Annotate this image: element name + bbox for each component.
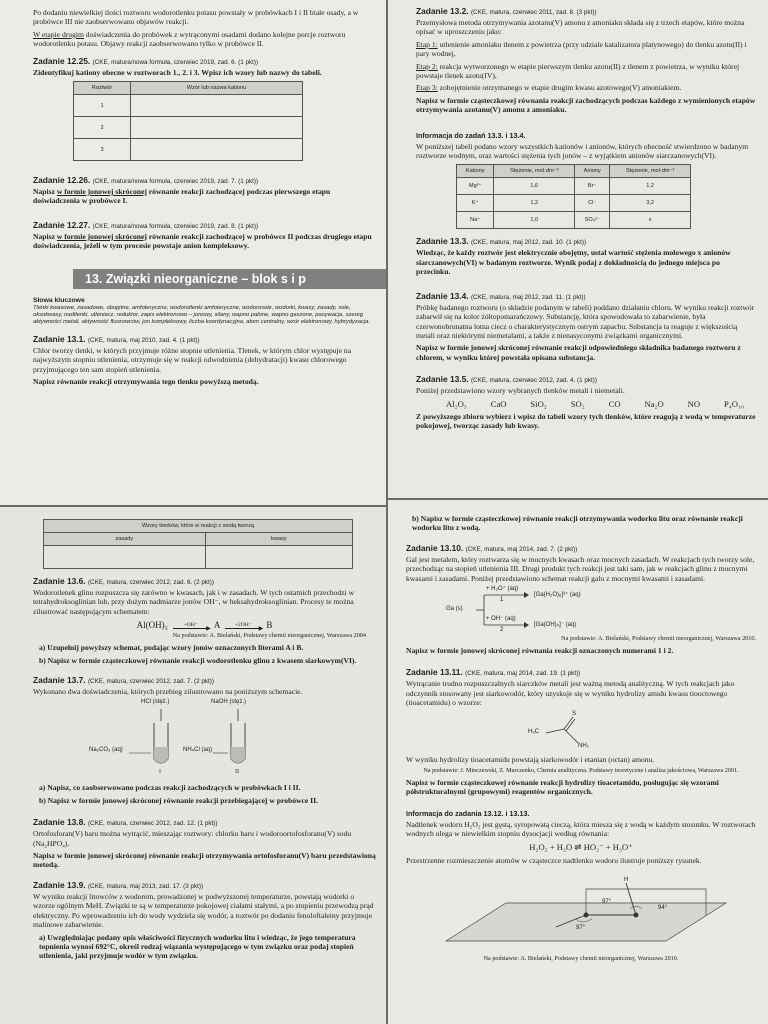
gallium-scheme xyxy=(406,587,756,633)
angle-label: 97° xyxy=(602,899,612,906)
stage-label: Etap 2: xyxy=(416,61,438,71)
task-header xyxy=(33,220,374,230)
reaction-number: 2 xyxy=(500,627,504,634)
task-meta: (CKE, matura, czerwiec 2011, zad. 8. (3 pkt)) xyxy=(470,9,597,16)
atom-label: H xyxy=(624,877,629,884)
task-command: Napisz równanie reakcji otrzymywania tego tlenku powyższą metodą. xyxy=(33,377,259,387)
oxide-formula: CaO xyxy=(490,398,507,409)
arrow-label: +OH⁻ xyxy=(183,621,198,628)
info-header: Informacja do zadania 13.12. i 13.13. xyxy=(406,808,530,818)
answer-cell[interactable] xyxy=(131,139,303,161)
table-row xyxy=(74,117,303,139)
task-text: W wyniku hydrolizy tioacetamidu powstają siarkowodór i etanian (octan) amonu. xyxy=(406,754,655,764)
table-cell: 1,6 xyxy=(494,178,575,195)
task-text: Wodorotlenek glinu rozpuszcza się zarówno w kwasach, jak i w zasadach. W tych ostatnich przechodzi w tetrahydroksoglinian lub, przy dużym nadmiarze jonów OH⁻, w heksahydroksoglinian. Procesy te można zilustrować następującym schematem: xyxy=(33,588,355,616)
stage-text: zobojętnienie otrzymanego w etapie drugim kwasu azotowego(V) amoniakiem. xyxy=(437,83,682,93)
table-cell: 3,2 xyxy=(610,195,691,212)
page-top-right xyxy=(388,0,768,498)
info-text: Przestrzenne rozmieszczenie atomów w cząsteczce nadtlenku wodoru ilustruje poniższy rysunek. xyxy=(406,855,702,865)
task-number: Zadanie 12.25. xyxy=(33,55,91,66)
subtask-b: b) Napisz w formie cząsteczkowej równanie reakcji otrzymywania wodorku litu oraz równanie reakcji wodorku litu z wodą. xyxy=(412,514,743,533)
table-cell: Cl⁻ xyxy=(575,195,610,212)
table-row xyxy=(457,212,691,229)
test-tube-ii-icon xyxy=(231,709,245,763)
answer-cell[interactable] xyxy=(131,117,303,139)
oxide-formula: P₄O₁₀ xyxy=(723,398,744,409)
scheme-end: B xyxy=(266,620,273,631)
oxide-table xyxy=(43,519,353,569)
product-bottom: [Ga(OH)₄]⁻ (aq) xyxy=(534,622,577,629)
task-number: Zadanie 13.4. xyxy=(416,290,469,301)
table-cell: 2 xyxy=(74,117,131,139)
subtask-b: b) Napisz w formie jonowej skróconej równanie reakcji przebiegającej w probówce II. xyxy=(39,795,318,805)
source-note: Na podstawie: A. Bielański, Podstawy chemii nieorganicznej, Warszawa 2010. xyxy=(561,635,756,643)
task-meta: (CKE, matura, maj 2014, zad. 7. (2 pkt)) xyxy=(465,545,578,553)
atom-label: S xyxy=(572,710,577,717)
cation-table xyxy=(73,81,303,161)
tube-label: I xyxy=(159,769,161,776)
task-text: Wykonano dwa doświadczenia, których przebieg zilustrowano na poniższym schemacie. xyxy=(33,687,303,697)
arrow-right-icon: ▶ xyxy=(173,628,209,629)
cmd-part: równanie reakcji zachodzącej w probówce II podczas drugiego etapu doświadczenia, jeżeli w tym procesie powstaje anion kompleksowy. xyxy=(33,231,372,251)
info-text: Nadtlenek wodoru H₂O₂ jest gęstą, syropowatą cieczą, która miesza się z wodą w każdym stosunku. W roztworach wodnych ulega w niewielkim stopniu dysocjacji według równania: xyxy=(406,819,756,839)
table-header: Stężenie, mol·dm⁻³ xyxy=(610,165,691,178)
arrow-right-icon: ▶ xyxy=(225,628,261,629)
answer-cell[interactable] xyxy=(131,95,303,117)
reagent-bottom: + OH⁻ (aq) xyxy=(486,616,516,623)
task-meta: (CKE, matura/nowa formuła, czerwiec 2019, zad. 6. (1 pkt)) xyxy=(92,58,259,66)
task-header xyxy=(416,6,756,16)
table-header: zasady xyxy=(44,533,206,546)
task-meta: (CKE, matura, czerwiec 2012, zad. 4. (1 pkt)) xyxy=(470,377,597,385)
table-cell: 1,2 xyxy=(610,178,691,195)
task-meta: (CKE, matura, czerwiec 2012, zad. 12. (1 pkt)) xyxy=(87,820,218,828)
stage-label: Etap 1: xyxy=(416,39,438,49)
table-title: Wzory tlenków, które w reakcji z wodą tworzą xyxy=(44,520,353,533)
cmd-part: równanie reakcji zachodzącej podczas pierwszego etapu doświadczenia w probówce I. xyxy=(33,187,331,206)
table-header: Aniony xyxy=(575,165,610,178)
cmd-part: Napisz xyxy=(33,231,57,241)
stage-text: utlenienie amoniaku tlenem z powietrza (przy udziale katalizatora platynowego) do tlenku azotu(II) i pary wodnej, xyxy=(416,39,747,59)
angle-label: 97° xyxy=(576,925,586,932)
task-text: Przemysłowa metoda otrzymywania azotanu(V) amonu z amoniaku składa się z trzech etapów, które można opisać w uproszczeniu jako: xyxy=(416,18,745,37)
oxide-formula: SiO₂ xyxy=(530,398,547,409)
task-header xyxy=(416,374,756,384)
intro-underline: W etapie drugim xyxy=(33,29,84,39)
task-number: Zadanie 12.27. xyxy=(33,219,91,230)
task-command: Napisz w formie jonowej skróconej równania reakcji oznaczonych numerami 1 i 2. xyxy=(406,646,674,656)
atom-label: NH₂ xyxy=(578,742,589,749)
solution-label: NH₄Cl (aq) xyxy=(183,747,213,754)
test-tubes-svg xyxy=(33,707,373,777)
task-number: Zadanie 13.10. xyxy=(406,542,464,553)
table-header: kwasy xyxy=(205,533,352,546)
scheme-start: Al(OH)₃ xyxy=(136,620,168,631)
keywords-title: Słowa kluczowe xyxy=(33,296,85,304)
task-meta: (CKE, matura, czerwiec 2012, zad. 7. (2 pkt)) xyxy=(87,678,214,686)
task-command xyxy=(33,232,374,251)
reagent-top: + H₃O⁺ (aq) xyxy=(486,586,519,593)
reagent-label: NaOH (stęż.) xyxy=(211,699,247,706)
info-text: W poniższej tabeli podano wzory wszystkich kationów i anionów, których obecność stwierdzono w badanym roztworze wodnym, oraz wartości stężenia tych jonów – z wyjątkiem anionów siarczanowych(VI). xyxy=(416,141,749,161)
task-number: Zadanie 13.9. xyxy=(33,879,86,890)
table-row xyxy=(44,546,353,569)
task-command: Z powyższego zbioru wybierz i wpisz do tabeli wzory tych tlenków, które reagują z wodą w temperaturze pokojowej, tworząc zasady lub kwasy. xyxy=(416,411,756,430)
oxide-list xyxy=(416,399,756,409)
table-row xyxy=(74,95,303,117)
scheme-mid: A xyxy=(213,620,221,631)
task-meta: (CKE, matura/nowa formuła, czerwiec 2019, zad. 8. (1 pkt)) xyxy=(92,222,259,230)
info-header: Informacja do zadań 13.3. i 13.4. xyxy=(416,130,526,140)
tube-label: II xyxy=(235,769,239,776)
task-number: Zadanie 13.7. xyxy=(33,675,86,686)
scheme-arrow xyxy=(225,621,264,632)
task-text: Próbkę badanego roztworu (o składzie podanym w tabeli) poddano działaniu chloru. W wyniku reakcji roztwór zabarwił się na kolor żółtopomarańczowy. Substancję, która spowodowała to zabarwienie, była czerwonobrunatna lotna ciecz o charakterystycznym ostrym zapachu. Substancja ta reaguje z większością metali oraz niektórymi niemetalami, a także z nienasyconymi związkami organicznymi. xyxy=(416,302,755,340)
task-meta: (CKE, matura, maj 2012, zad. 10. (1 pkt)) xyxy=(470,239,587,247)
task-header xyxy=(33,175,374,185)
task-number: Zadanie 13.11. xyxy=(406,667,463,678)
table-cell: 1 xyxy=(74,95,131,117)
h2o2-structure-svg xyxy=(436,869,746,949)
aluminium-scheme xyxy=(33,620,376,630)
thioacetamide-structure xyxy=(406,711,756,753)
stage-3 xyxy=(416,83,756,92)
subtask-b: b) Napisz w formie cząsteczkowej równanie reakcji wodorotlenku glinu z kwasem siarkowym(VI). xyxy=(39,655,357,665)
cmd-underline: w formie jonowej skróconej xyxy=(56,231,147,241)
task-number: Zadanie 13.1. xyxy=(33,333,86,344)
task-meta: (CKE, matura, maj 2010, zad. 4. (1 pkt)) xyxy=(87,336,200,344)
source-note: Na podstawie: A. Bielański, Podstawy chemii nieorganicznej, Warszawa 2004 xyxy=(172,632,366,640)
table-row xyxy=(74,139,303,161)
angle-label: 94° xyxy=(658,905,668,912)
task-command: Napisz w formie jonowej skróconej równanie reakcji odpowiedniego składnika badanego roztworu z chlorem, w wyniku której powstała opisana substancja. xyxy=(416,343,741,362)
task-header xyxy=(33,576,376,586)
task-command: Napisz w formie jonowej skróconej równanie reakcji otrzymywania ortofosforanu(V) baru przedstawioną metodą. xyxy=(33,851,376,870)
cmd-underline: w formie jonowej skróconej xyxy=(56,187,147,197)
task-number: Zadanie 13.5. xyxy=(416,374,469,385)
task-header xyxy=(33,880,376,890)
oxide-formula: CO xyxy=(608,398,621,409)
task-text: Ortofosforan(V) baru można wytrącić, mieszając roztwory: chlorku baru i wodoroortofosforanu(V) sodu (Na₂HPO₄). xyxy=(33,829,352,848)
arrow-label: +2OH⁻ xyxy=(234,621,252,628)
task-command: Wiedząc, że każdy roztwór jest elektrycznie obojętny, ustal wartość stężenia molowego x anionów siarczanowych(VI) w badanym roztworze. Wynik podaj z dokładnością do jednego miejsca po przecinku. xyxy=(416,248,731,277)
task-number: Zadanie 13.2. xyxy=(416,6,469,16)
table-cell: Mg²⁺ xyxy=(457,178,494,195)
product-top: [Ga(H₂O)₆]³⁺ (aq) xyxy=(534,592,581,599)
task-text: W wyniku reakcji litowców z wodorem, prowadzonej w podwyższonej temperaturze, powstają wodorki o wzorze ogólnym MeH. Związki te są w temperaturze pokojowej ciałami stałymi, a po stopieniu przewodzą prąd elektryczny. Po wprowadzeniu ich do wody wydziela się wodór, a roztwór po dodaniu fenoloftaleiny przyjmuje malinowe zabarwienie. xyxy=(33,891,374,930)
task-meta: (CKE, matura, maj 2012, zad. 11. (1 pkt)) xyxy=(470,293,586,301)
stage-label: Etap 3: xyxy=(416,83,438,93)
task-meta: (CKE, matura, czerwiec 2012, zad. 6. (2 pkt)) xyxy=(87,579,214,586)
keywords-text: Tlenki kwasowe, zasadowe, obojętne, amfoteryczne, wodorotlenki amfoteryczne, wodorosole, wodorki, kwasy, zasady, sole, oksokwasy, nadtlenki, utleniacz, reduktor, zapis elektronowo – jonowy, silany, wapno palone, wapno gaszone, pasywacja, szereg aktywności metali, aktywność fluorowców, jon kompleksowy, liczba koordynacyjna, atom centralny, wzór elektronowy, hybrydyzacja. xyxy=(33,304,370,326)
subtask-a: a) Uzupełnij powyższy schemat, podając wzory jonów oznaczonych literami A i B. xyxy=(39,643,304,653)
task-text: Chlor tworzy tlenki, w których przyjmuje różne stopnie utlenienia. Tlenek, w którym chlor występuje na najwyższym stopniu utlenienia, otrzymuje się w reakcji odwodnienia (dehydratacji) kwasu chlorowego przyjmującego ten sam stopień utlenienia. xyxy=(33,345,352,374)
stage-1 xyxy=(416,40,756,59)
reagent-label: HCl (stęż.) xyxy=(141,699,170,706)
task-number: Zadanie 13.6. xyxy=(33,576,86,586)
table-header: Stężenie, mol·dm⁻³ xyxy=(494,165,575,178)
table-cell: K⁺ xyxy=(457,195,494,212)
table-cell: 1,2 xyxy=(494,195,575,212)
dissociation-equation: H₂O₂ + H₂O ⇌ HO₂⁻ + H₃O⁺ xyxy=(529,841,633,852)
oxide-formula: NO xyxy=(687,398,701,409)
gallium-start: Ga (s) xyxy=(446,606,463,613)
subtask-a: a) Napisz, co zaobserwowano podczas reakcji zachodzących w probówkach I i II. xyxy=(39,783,301,793)
task-text: Poniżej przedstawiono wzory wybranych tlenków metali i niemetali. xyxy=(416,386,625,396)
oxide-formula: SO₂ xyxy=(570,398,585,409)
table-row xyxy=(457,178,691,195)
stage-2 xyxy=(416,62,756,81)
task-text: Wytrącanie trudno rozpuszczalnych siarczków metali jest ważną metodą analityczną. W tych reakcjach jako odczynnik stosowany jest siarkowodór, który uzyskuje się w wyniku hydrolizy amidu kwasu tiooctowego (tioacetamidu) o wzorze: xyxy=(406,679,735,708)
source-note: Na podstawie: A. Bielański, Podstawy chemii nieorganicznej, Warszawa 2010. xyxy=(483,955,679,963)
task-header xyxy=(416,291,756,301)
peroxide-diagram xyxy=(406,869,756,953)
intro-text-2 xyxy=(33,30,374,49)
task-header xyxy=(33,675,376,685)
task-command: Zidentyfikuj kationy obecne w roztworach 1., 2. i 3. Wpisz ich wzory lub nazwy do tabeli. xyxy=(33,67,322,77)
answer-cell[interactable] xyxy=(44,546,206,569)
intro-rest: doświadczenia do probówek z wytrąconymi osadami dodano kolejne porcje roztworu wodorotlenku potasu. Objawy reakcji zaobserwowano tylko w probówce II. xyxy=(33,29,346,49)
task-header xyxy=(33,817,376,827)
reaction-number: 1 xyxy=(500,597,504,604)
task-meta: (CKE, matura, maj 2014, zad. 19. (1 pkt)) xyxy=(465,670,581,678)
page-bottom-right xyxy=(388,500,768,1024)
page-top-left xyxy=(0,0,386,505)
task-meta: (CKE, matura, maj 2013, zad. 17. (3 pkt)) xyxy=(87,882,204,890)
task-meta: (CKE, matura/nowa formuła, czerwiec 2019, zad. 7. (1 pkt)) xyxy=(92,178,259,186)
stage-text: reakcja wytworzonego w etapie pierwszym tlenku azotu(II) z tlenem z powietrza, w wyniku której powstaje tlenek azotu(IV), xyxy=(416,61,740,81)
page-bottom-left xyxy=(0,507,386,1024)
table-cell: 1,0 xyxy=(494,212,575,229)
task-header xyxy=(416,236,756,246)
table-header: Wzór lub nazwa kationu xyxy=(131,82,303,95)
table-cell: Na⁺ xyxy=(457,212,494,229)
scheme-arrow xyxy=(173,621,211,632)
task-command: Napisz w formie cząsteczkowej równanie reakcji hydrolizy tioacetamidu, posługując się wzorami półstrukturalnymi (grupowymi) reagentów organicznych. xyxy=(406,778,719,797)
test-tube-diagram xyxy=(33,699,376,777)
task-number: Zadanie 12.26. xyxy=(33,175,91,186)
task-header xyxy=(33,334,374,344)
task-header xyxy=(33,56,374,66)
test-tube-i-icon xyxy=(154,709,168,763)
cmd-part: Napisz xyxy=(33,187,57,197)
source-note: Na podstawie: J. Minczewski, Z. Marczenko, Chemia analityczna. Podstawy teoretyczne i analiza jakościowa, Warszawa 2001. xyxy=(423,767,739,775)
oxide-formula: Na₂O xyxy=(644,398,664,409)
oxide-formula: Al₂O₃ xyxy=(446,398,467,409)
table-cell: Br⁻ xyxy=(575,178,610,195)
chapter-banner: 13. Związki nieorganiczne – blok s i p xyxy=(73,269,386,289)
molecule-bonds-svg xyxy=(542,715,588,747)
task-header xyxy=(406,543,756,553)
table-cell: SO₄²⁻ xyxy=(575,212,610,229)
task-command xyxy=(33,187,374,206)
table-header: Roztwór xyxy=(74,82,131,95)
subtask-a: a) Uwzględniając podany opis właściwości fizycznych wodorku litu i wiedząc, że jego temperatura topnienia wynosi 692°C, określ rodzaj wiązania występującego w tym związku oraz podaj stopień utlenienia, jaki przyjmuje wodór w tym związku. xyxy=(39,932,356,961)
table-row xyxy=(457,195,691,212)
intro-text: Po dodaniu niewielkiej ilości roztworu wodorotlenku potasu powstały w probówkach I i II białe osady, a w probówce III nie zaobserwowano objawów reakcji. xyxy=(33,8,359,27)
task-header xyxy=(406,667,756,677)
ion-table xyxy=(456,164,691,229)
task-number: Zadanie 13.8. xyxy=(33,817,86,828)
table-cell: 3 xyxy=(74,139,131,161)
solution-label: Na₂CO₃ (aq) xyxy=(89,747,123,754)
atom-label: H₃C xyxy=(528,728,540,735)
answer-cell[interactable] xyxy=(205,546,352,569)
table-cell: x xyxy=(610,212,691,229)
table-header: Kationy xyxy=(457,165,494,178)
task-command: Napisz w formie cząsteczkowej równania reakcji zachodzących podczas każdego z wymienionych etapów otrzymywania azotanu(V) amonu z amoniaku. xyxy=(416,95,756,115)
task-text: Gal jest metalem, który roztwarza się w mocnych kwasach oraz mocnych zasadach. W reakcjach tych tworzy sole, przechodząc na stopień utlenienia III. Drugi produkt tych reakcji jest taki sam, jak w reakcjach glinu z mocnymi kwasami i zasadami. Poniżej przedstawiono schemat reakcji galu z mocnymi kwasami i zasadami. xyxy=(406,554,755,583)
task-number: Zadanie 13.3. xyxy=(416,236,469,247)
